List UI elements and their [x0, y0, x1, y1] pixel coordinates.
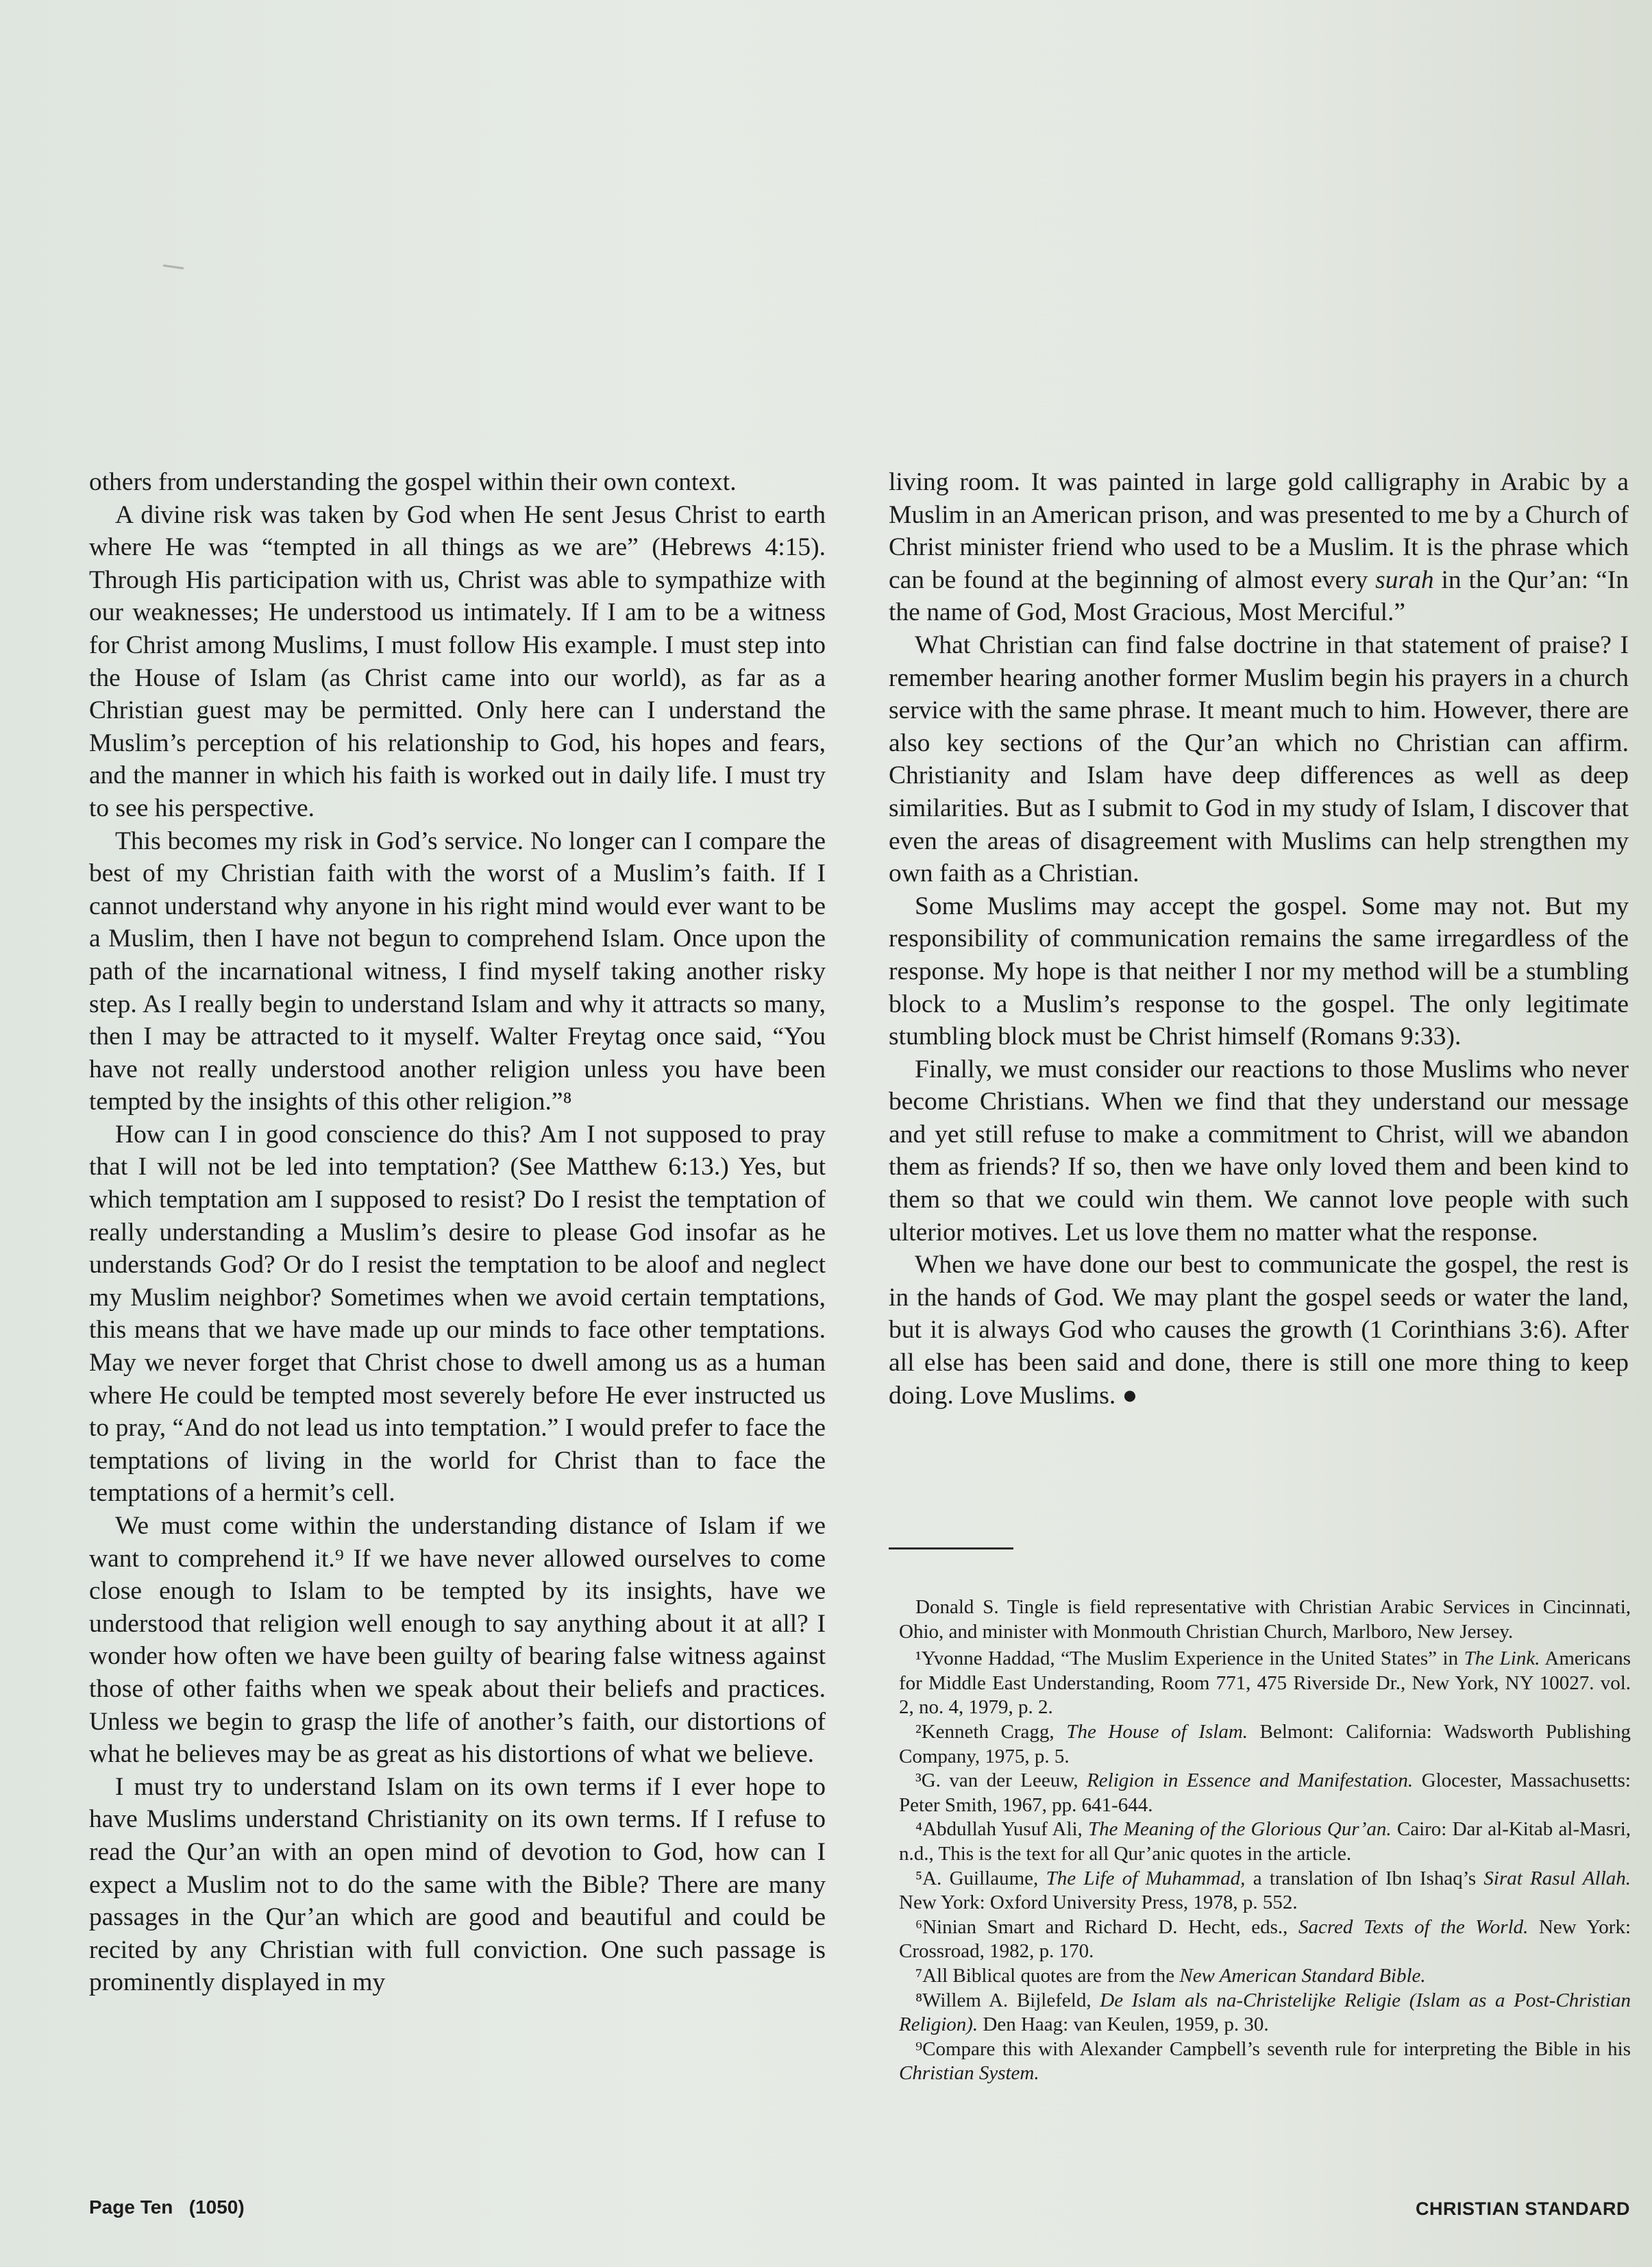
author-bio: Donald S. Tingle is field representative with Christian Arabic Services in Cincinnati, Ohio, and minister with Monmouth Christian Church, Marlboro, New Jersey.	[899, 1596, 1631, 1643]
paragraph: What Christian can find false doctrine in that statement of praise? I remember hearing another former Muslim begin his prayers in a church service with the same phrase. It meant much to him. However, there are also key sections of the Qur’an which no Christian can affirm. Christianity and Islam have deep differences as well as deep similarities. But as I submit to God in my study of Islam, I discover that even the areas of disagreement with Muslims can help strengthen my own faith as a Christian.	[889, 630, 1629, 888]
footnote: ⁸Willem A. Bijlefeld, De Islam als na-Christelijke Religie (Islam as a Post-Christian Religion). Den Haag: van Keulen, 1959, p. 30.	[899, 1989, 1631, 2036]
paragraph: Some Muslims may accept the gospel. Some may not. But my responsibility of communication remains the same irregardless of the response. My hope is that neither I nor my method will be a stumbling block to a Muslim’s response to the gospel. The only legitimate stumbling block must be Christ himself (Romans 9:33).	[889, 892, 1629, 1051]
paragraph: We must come within the understanding distance of Islam if we want to comprehend it.⁹ If we have never allowed ourselves to come close enough to Islam to be tempted by its insights, have we understood that religion well enough to say anything about it at all? I wonder how often we have been guilty of bearing false witness against those of other faiths when we speak about their beliefs and practices. Unless we begin to grasp the life of another’s faith, our distortions of what he believes may be as great as his distortions of what we believe.	[89, 1512, 826, 1769]
footnote: ⁹Compare this with Alexander Campbell’s seventh rule for interpreting the Bible in his Christian System.	[899, 2037, 1631, 2085]
paragraph: Finally, we must consider our reactions to those Muslims who never become Christians. When we find that they understand our message and yet still refuse to make a commitment to Christ, will we abandon them as friends? If so, then we have only loved them and been kind to them so that we could win them. We cannot love people with such ulterior motives. Let us love them no matter what the response.	[889, 1055, 1629, 1247]
left-text-column	[89, 466, 826, 1999]
page-number: Page Ten (1050)	[89, 2196, 245, 2218]
paragraph: others from understanding the gospel within their own context.	[89, 468, 737, 496]
paragraph: living room. It was painted in large gold calligraphy in Arabic by a Muslim in an American prison, and was presented to me by a Church of Christ minister friend who used to be a Muslim. It is the phrase which can be found at the beginning of almost every surah in the Qur’an: “In the name of God, Most Gracious, Most Merciful.”	[889, 468, 1629, 627]
footnote: ³G. van der Leeuw, Religion in Essence and Manifestation. Glocester, Massachusetts: Peter Smith, 1967, pp. 641-644.	[899, 1769, 1631, 1816]
footnotes	[899, 1595, 1631, 2086]
end-of-article-mark: ●	[1122, 1381, 1138, 1410]
paragraph: I must try to understand Islam on its own terms if I ever hope to have Muslims understand Christianity on its own terms. If I refuse to read the Qur’an with an open mind of devotion to God, how can I expect a Muslim not to do the same with the Bible? There are many passages in the Qur’an which are good and beautiful and could be recited by any Christian with full conviction. One such passage is prominently displayed in my	[89, 1772, 826, 1997]
paper-scuff-mark	[163, 265, 184, 269]
footnote-divider	[889, 1547, 1013, 1549]
paragraph: A divine risk was taken by God when He sent Jesus Christ to earth where He was “tempted in all things as we are” (Hebrews 4:15). Through His participation with us, Christ was able to sympathize with our weaknesses; He understood us intimately. If I am to be a witness for Christ among Muslims, I must follow His example. I must step into the House of Islam (as Christ came into our world), as far as a Christian guest may be permitted. Only here can I understand the Muslim’s perception of his relationship to God, his hopes and fears, and the manner in which his faith is worked out in daily life. I must try to see his perspective.	[89, 500, 826, 822]
footnote: ⁶Ninian Smart and Richard D. Hecht, eds., Sacred Texts of the World. New York: Crossroad, 1982, p. 170.	[899, 1915, 1631, 1963]
paragraph: How can I in good conscience do this? Am I not supposed to pray that I will not be led into temptation? (See Matthew 6:13.) Yes, but which temptation am I supposed to resist? Do I resist the temptation of really understanding a Muslim’s desire to please God insofar as he understands God? Or do I resist the temptation to be aloof and neglect my Muslim neighbor? Sometimes when we avoid certain temptations, this means that we have made up our minds to face other temptations. May we never forget that Christ chose to dwell among us as a human where He could be tempted most severely before He ever instructed us to pray, “And do not lead us into temptation.” I would prefer to face the temptations of living in the world for Christ than to face the temptations of a hermit’s cell.	[89, 1120, 826, 1508]
footnote: ¹Yvonne Haddad, “The Muslim Experience in the United States” in The Link. Americans for Middle East Understanding, Room 771, 475 Riverside Dr., New York, NY 10027. vol. 2, no. 4, 1979, p. 2.	[899, 1647, 1631, 1719]
right-text-column	[889, 466, 1629, 1412]
footnote: ⁷All Biblical quotes are from the New American Standard Bible.	[915, 1964, 1426, 1987]
publication-name: CHRISTIAN STANDARD	[1416, 2198, 1630, 2219]
footnote: ⁵A. Guillaume, The Life of Muhammad, a translation of Ibn Ishaq’s Sirat Rasul Allah. New York: Oxford University Press, 1978, p. 552.	[899, 1867, 1631, 1914]
paragraph: When we have done our best to communicate the gospel, the rest is in the hands of God. We may plant the gospel seeds or water the land, but it is always God who causes the growth (1 Corinthians 3:6). After all else has been said and done, there is still one more thing to keep doing. Love Muslims. ●	[889, 1251, 1629, 1410]
paragraph: This becomes my risk in God’s service. No longer can I compare the best of my Christian faith with the worst of a Muslim’s faith. If I cannot understand why anyone in his right mind would ever want to be a Muslim, then I have not begun to comprehend Islam. Once upon the path of the incarnational witness, I find myself taking another risky step. As I really begin to understand Islam and why it attracts so many, then I may be attracted to it myself. Walter Freytag once said, “You have not really understood another religion unless you have been tempted by the insights of this other religion.”⁸	[89, 826, 826, 1116]
footnote: ²Kenneth Cragg, The House of Islam. Belmont: California: Wadsworth Publishing Company, 1975, p. 5.	[899, 1720, 1631, 1767]
footnote: ⁴Abdullah Yusuf Ali, The Meaning of the Glorious Qur’an. Cairo: Dar al-Kitab al-Masri, n.d., This is the text for all Qur’anic quotes in the article.	[899, 1818, 1631, 1865]
